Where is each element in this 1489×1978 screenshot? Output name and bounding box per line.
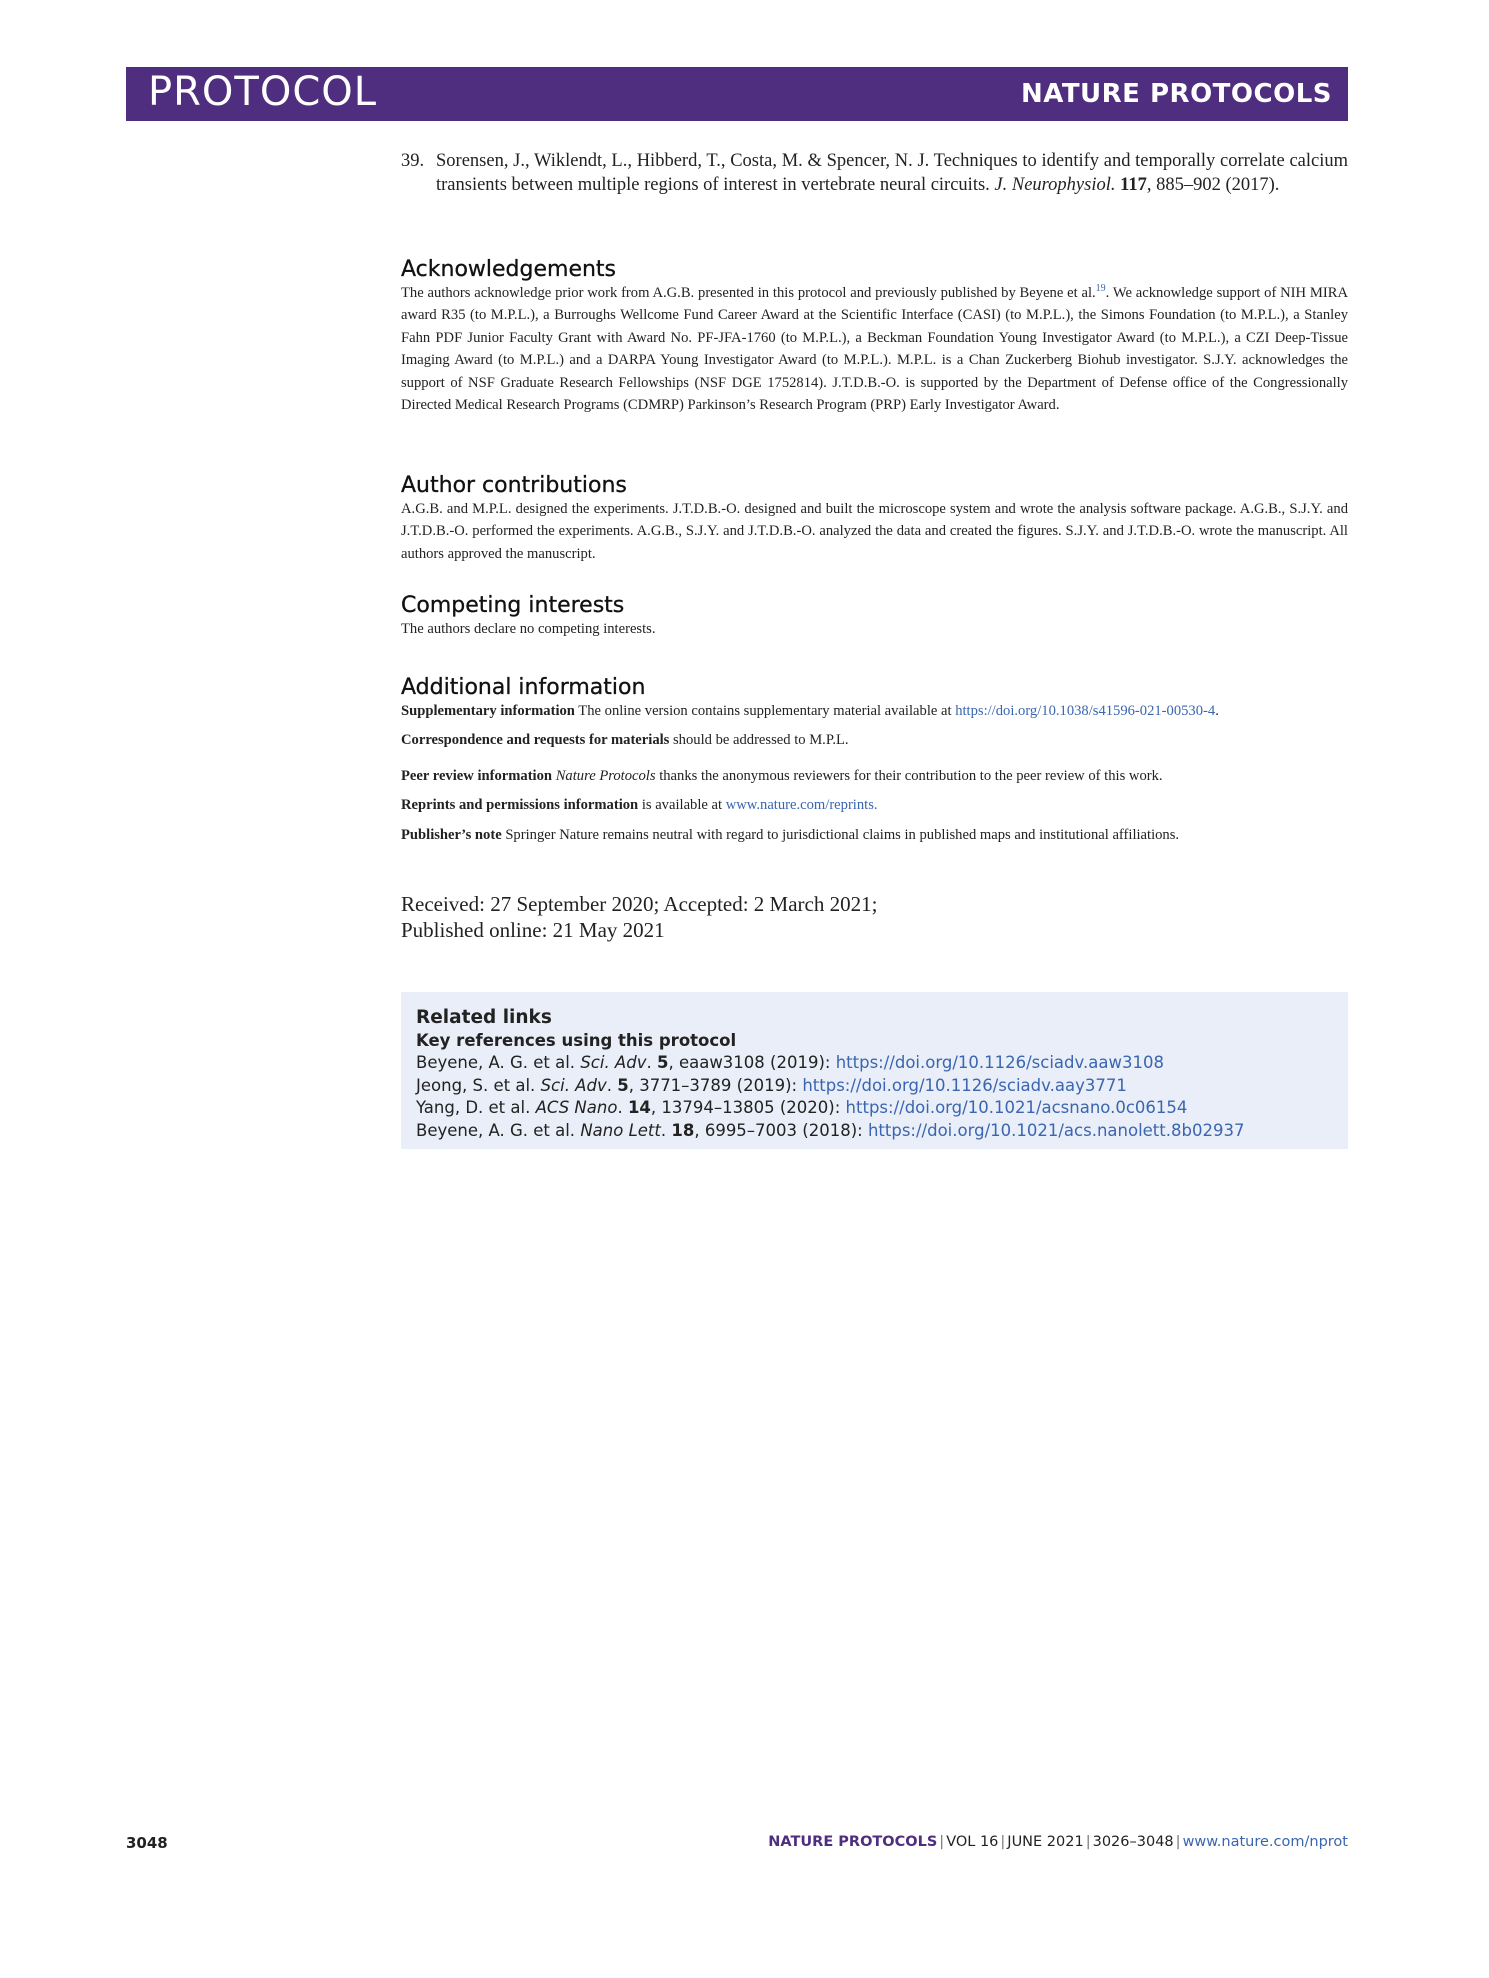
related-dot: . [646, 1053, 657, 1072]
footer-date: JUNE 2021 [1007, 1834, 1084, 1850]
reference-pages: , 885–902 (2017). [1146, 175, 1280, 195]
reference-text: Sorensen, J., Wiklendt, L., Hibberd, T., Costa, M. & Spencer, N. J. Techniques to identify and temporally correlate calcium transients between multiple regions of interest in vertebrate neural circuits. [436, 151, 1348, 195]
reference-volume: 117 [1120, 175, 1147, 195]
pub-label: Publisher’s note [401, 826, 502, 843]
received-accepted-dates: Received: 27 September 2020; Accepted: 2 March 2021; [401, 892, 878, 916]
reprints-info [401, 794, 1348, 816]
reference-body [436, 149, 1348, 197]
supp-label: Supplementary information [401, 703, 575, 719]
related-volume: 18 [671, 1120, 695, 1140]
reprints-link[interactable]: www.nature.com/reprints. [725, 797, 878, 814]
peer-label: Peer review information [401, 767, 553, 784]
acknowledgements-text [401, 282, 1348, 416]
related-volume: 5 [656, 1053, 669, 1072]
supplementary-link[interactable]: https://doi.org/10.1038/s41596-021-00530-4 [955, 703, 1216, 719]
reference-journal: J. Neurophysiol. [994, 175, 1116, 195]
related-journal: Sci. Adv [580, 1053, 647, 1072]
related-authors: Jeong, S. et al. [416, 1075, 541, 1095]
footer-volume: VOL 16 [946, 1834, 999, 1850]
corr-text: should be addressed to M.P.L. [669, 732, 849, 749]
supp-end: . [1215, 703, 1219, 719]
competing-interests-heading: Competing interests [401, 593, 625, 618]
related-volume: 5 [617, 1075, 629, 1095]
reprints-label: Reprints and permissions information [401, 797, 639, 814]
related-dot: . [606, 1075, 618, 1095]
related-links-content [416, 1007, 1244, 1142]
peer-journal: Nature Protocols [555, 767, 656, 784]
footer-pages: 3026–3048 [1092, 1834, 1174, 1850]
section-label: PROTOCOL [148, 69, 378, 115]
published-online-date: Published online: 21 May 2021 [401, 918, 665, 942]
related-link-item [416, 1052, 1244, 1075]
peer-text: thanks the anonymous reviewers for their contribution to the peer review of this work. [655, 767, 1163, 784]
page-number: 3048 [126, 1834, 168, 1852]
related-link-item [416, 1075, 1244, 1098]
reference-39 [401, 149, 1348, 197]
related-authors: Beyene, A. G. et al. [416, 1120, 581, 1140]
competing-interests-section [401, 593, 1348, 640]
related-rest: , 3771–3789 (2019): [628, 1075, 803, 1095]
related-links-subtitle: Key references using this protocol [416, 1030, 737, 1050]
related-link-item [416, 1120, 1244, 1143]
related-doi-link[interactable]: https://doi.org/10.1126/sciadv.aay3771 [802, 1075, 1127, 1095]
citation-19-link[interactable]: 19 [1095, 283, 1106, 295]
ack-text-part2: . We acknowledge support of NIH MIRA award R35 (to M.P.L.), a Burroughs Wellcome Fund Career Award at the Scientific Interface (CASI) (to M.P.L.), the Simons Foundation (to M.P.L.), a Stanley Fahn PDF Junior Faculty Grant with Award No. PF-JFA-1760 (to M.P.L.), a Beckman Foundation Young Investigator Award (to M.P.L.), a CZI Deep-Tissue Imaging Award (to M.P.L.) and a DARPA Young Investigator Award (to M.P.L.). M.P.L. is a Chan Zuckerberg Biohub investigator. S.J.Y. acknowledges the support of NSF Graduate Research Fellowships (NSF DGE 1752814). J.T.D.B.-O. is supported by the Department of Defense office of the Congressionally Directed Medical Research Programs (CDMRP) Parkinson’s Research Program (PRP) Early Investigator Award. [401, 285, 1349, 414]
footer-url-link[interactable]: www.nature.com/nprot [1182, 1834, 1348, 1850]
related-dot: . [617, 1098, 628, 1117]
ack-text-part1: The authors acknowledge prior work from A.G.B. presented in this protocol and previously published by Beyene et al. [401, 285, 1096, 301]
related-rest: , 13794–13805 (2020): [650, 1098, 846, 1117]
reference-number: 39. [401, 151, 425, 171]
publication-dates [401, 891, 1348, 943]
author-contributions-section [401, 473, 1348, 565]
reprints-text: is available at [638, 797, 726, 814]
related-journal: ACS Nano [535, 1098, 618, 1117]
additional-information-section [401, 675, 1348, 853]
competing-interests-text: The authors declare no competing interests. [401, 621, 656, 637]
footer-journal: NATURE PROTOCOLS [768, 1834, 938, 1850]
peer-review-info [401, 765, 1348, 787]
author-contributions-heading: Author contributions [401, 473, 627, 498]
related-authors: Beyene, A. G. et al. [416, 1053, 581, 1072]
publishers-note [401, 824, 1348, 846]
acknowledgements-section [401, 257, 1348, 416]
related-journal: Sci. Adv [540, 1075, 607, 1095]
corr-label: Correspondence and requests for materials [401, 732, 670, 749]
related-authors: Yang, D. et al. [416, 1098, 536, 1117]
related-journal: Nano Lett [580, 1120, 661, 1140]
related-link-item [416, 1097, 1244, 1120]
supplementary-info [401, 700, 1348, 722]
running-header [126, 67, 1348, 121]
pub-text: Springer Nature remains neutral with regard to jurisdictional claims in published maps and institutional affiliations. [501, 826, 1180, 843]
related-links-box [401, 992, 1348, 1149]
related-doi-link[interactable]: https://doi.org/10.1126/sciadv.aaw3108 [835, 1053, 1164, 1072]
related-links-title: Related links [416, 1007, 552, 1028]
related-rest: , eaaw3108 (2019): [668, 1053, 836, 1072]
journal-label: NATURE PROTOCOLS [1020, 79, 1332, 109]
correspondence-info [401, 729, 1348, 751]
additional-information-heading: Additional information [401, 675, 646, 700]
footer-citation: NATURE PROTOCOLS | VOL 16 | JUNE 2021 | 3026–3048 | www.nature.com/nprot [768, 1834, 1348, 1850]
related-doi-link[interactable]: https://doi.org/10.1021/acsnano.0c06154 [845, 1098, 1188, 1117]
related-rest: , 6995–7003 (2018): [694, 1120, 868, 1140]
related-dot: . [660, 1120, 672, 1140]
related-doi-link[interactable]: https://doi.org/10.1021/acs.nanolett.8b02937 [867, 1120, 1245, 1140]
author-contributions-text: A.G.B. and M.P.L. designed the experiments. J.T.D.B.-O. designed and built the microscope system and wrote the analysis software package. A.G.B., S.J.Y. and J.T.D.B.-O. performed the experiments. A.G.B., S.J.Y. and J.T.D.B.-O. analyzed the data and created the figures. S.J.Y. and J.T.D.B.-O. wrote the manuscript. All authors approved the manuscript. [401, 501, 1348, 562]
acknowledgements-heading: Acknowledgements [401, 257, 617, 282]
supp-text: The online version contains supplementary material available at [574, 703, 956, 719]
related-volume: 14 [627, 1098, 651, 1117]
